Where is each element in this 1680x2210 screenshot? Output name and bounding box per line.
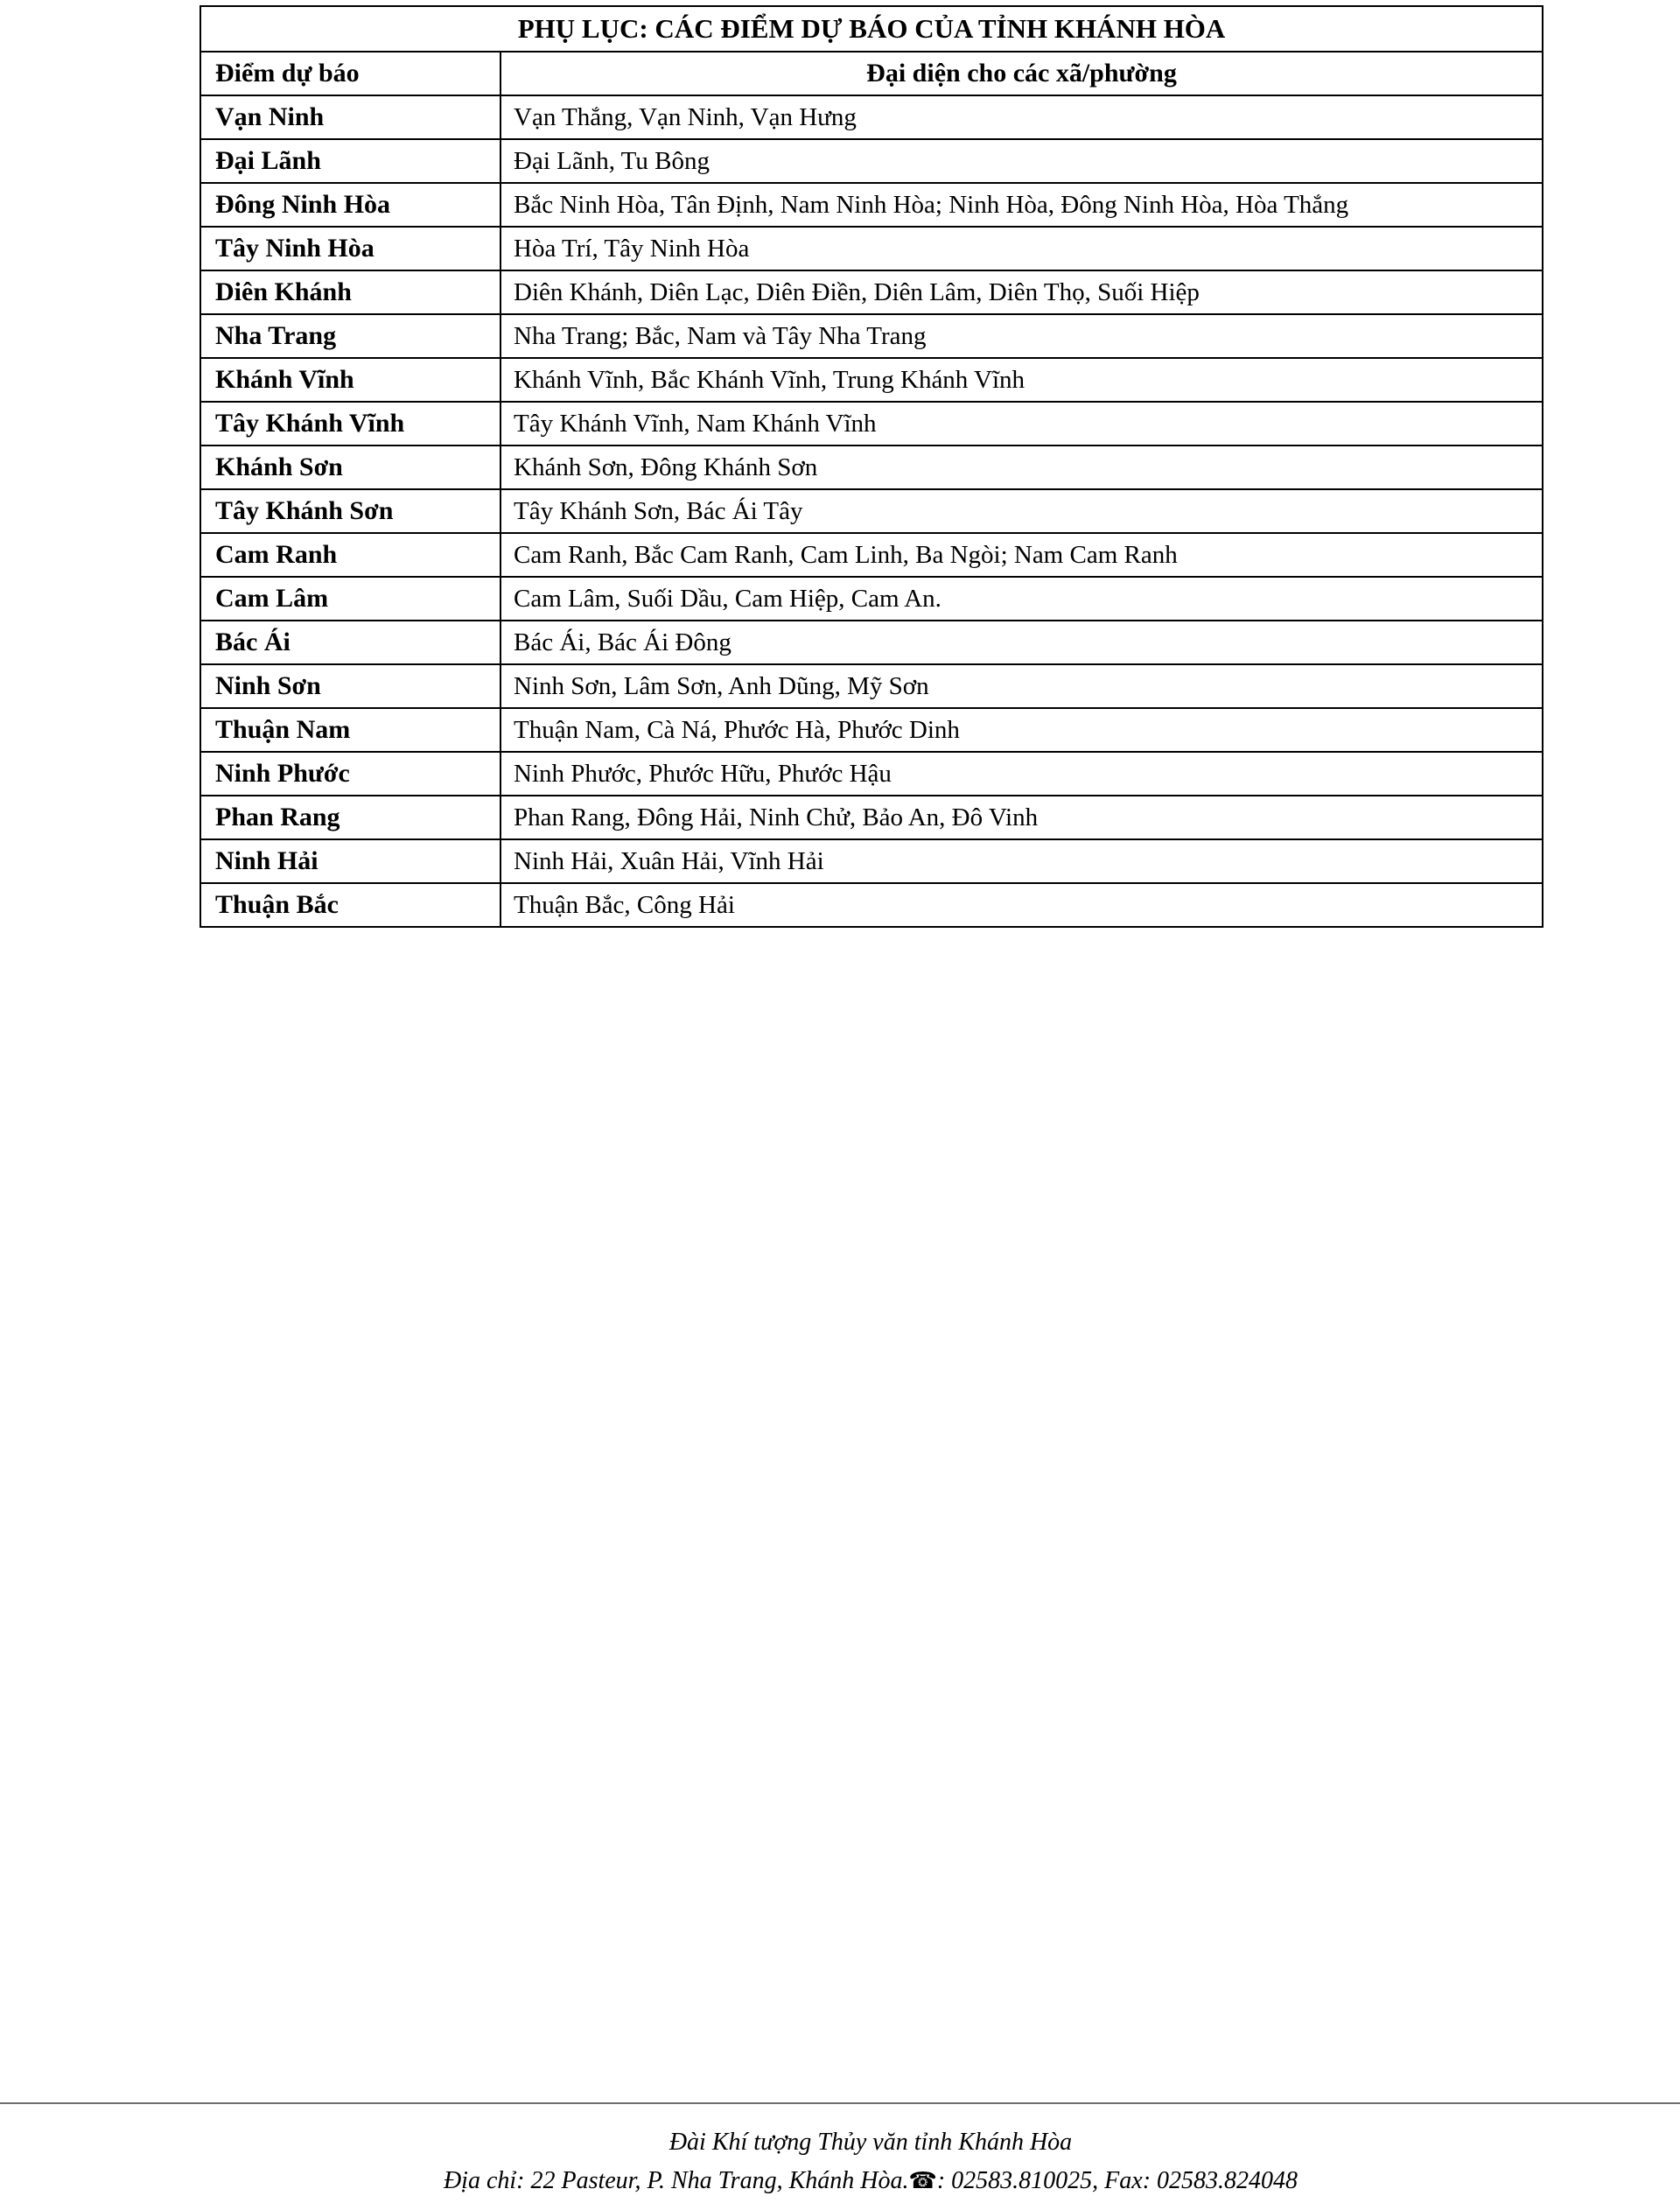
forecast-point-cell: Tây Khánh Sơn xyxy=(200,489,500,533)
telephone-icon: ☎ xyxy=(908,2168,937,2194)
footer-divider xyxy=(0,2102,1680,2104)
forecast-point-cell: Thuận Nam xyxy=(200,708,500,752)
represented-wards-cell: Cam Lâm, Suối Dầu, Cam Hiệp, Cam An. xyxy=(500,577,1543,621)
represented-wards-cell: Tây Khánh Sơn, Bác Ái Tây xyxy=(500,489,1543,533)
table-row xyxy=(200,358,1543,402)
forecast-point-cell: Cam Lâm xyxy=(200,577,500,621)
footer-address-text: Địa chỉ: 22 Pasteur, P. Nha Trang, Khánh Hòa. xyxy=(443,2167,909,2194)
forecast-point-cell: Đại Lãnh xyxy=(200,139,500,183)
represented-wards-cell: Hòa Trí, Tây Ninh Hòa xyxy=(500,227,1543,270)
column-header-represented-wards: Đại diện cho các xã/phường xyxy=(500,52,1543,95)
represented-wards-cell: Nha Trang; Bắc, Nam và Tây Nha Trang xyxy=(500,314,1543,358)
forecast-points-table xyxy=(200,5,1544,928)
footer-phone-fax-text: : 02583.810025, Fax: 02583.824048 xyxy=(936,2167,1298,2194)
table-row xyxy=(200,95,1543,139)
table-head xyxy=(200,6,1543,95)
table-row xyxy=(200,577,1543,621)
table-title-row xyxy=(200,6,1543,52)
represented-wards-cell: Cam Ranh, Bắc Cam Ranh, Cam Linh, Ba Ngòi; Nam Cam Ranh xyxy=(500,533,1543,577)
forecast-point-cell: Ninh Hải xyxy=(200,839,500,883)
represented-wards-cell: Đại Lãnh, Tu Bông xyxy=(500,139,1543,183)
table-row xyxy=(200,664,1543,708)
forecast-point-cell: Ninh Sơn xyxy=(200,664,500,708)
table-title: PHỤ LỤC: CÁC ĐIỂM DỰ BÁO CỦA TỈNH KHÁNH HÒA xyxy=(200,6,1543,52)
table-row xyxy=(200,446,1543,489)
table-row xyxy=(200,489,1543,533)
table-row xyxy=(200,270,1543,314)
represented-wards-cell: Ninh Hải, Xuân Hải, Vĩnh Hải xyxy=(500,839,1543,883)
table-row xyxy=(200,708,1543,752)
forecast-point-cell: Khánh Vĩnh xyxy=(200,358,500,402)
represented-wards-cell: Thuận Nam, Cà Ná, Phước Hà, Phước Dinh xyxy=(500,708,1543,752)
forecast-point-cell: Thuận Bắc xyxy=(200,883,500,927)
forecast-point-cell: Tây Khánh Vĩnh xyxy=(200,402,500,446)
footer-org-line: Đài Khí tượng Thủy văn tỉnh Khánh Hòa xyxy=(668,2129,1073,2156)
forecast-point-cell: Vạn Ninh xyxy=(200,95,500,139)
page-footer xyxy=(200,2123,1542,2200)
table-row xyxy=(200,839,1543,883)
forecast-point-cell: Cam Ranh xyxy=(200,533,500,577)
represented-wards-cell: Khánh Vĩnh, Bắc Khánh Vĩnh, Trung Khánh Vĩnh xyxy=(500,358,1543,402)
represented-wards-cell: Bác Ái, Bác Ái Đông xyxy=(500,621,1543,664)
forecast-point-cell: Phan Rang xyxy=(200,796,500,839)
table-row xyxy=(200,227,1543,270)
table-row xyxy=(200,314,1543,358)
footer-address-line xyxy=(200,2162,1542,2200)
forecast-point-cell: Ninh Phước xyxy=(200,752,500,796)
represented-wards-cell: Khánh Sơn, Đông Khánh Sơn xyxy=(500,446,1543,489)
table-row xyxy=(200,752,1543,796)
forecast-point-cell: Bác Ái xyxy=(200,621,500,664)
represented-wards-cell: Thuận Bắc, Công Hải xyxy=(500,883,1543,927)
table-row xyxy=(200,621,1543,664)
table-row xyxy=(200,533,1543,577)
represented-wards-cell: Ninh Sơn, Lâm Sơn, Anh Dũng, Mỹ Sơn xyxy=(500,664,1543,708)
table-row xyxy=(200,183,1543,227)
table-row xyxy=(200,796,1543,839)
forecast-point-cell: Tây Ninh Hòa xyxy=(200,227,500,270)
forecast-point-cell: Nha Trang xyxy=(200,314,500,358)
table-row xyxy=(200,139,1543,183)
table-row xyxy=(200,883,1543,927)
forecast-point-cell: Diên Khánh xyxy=(200,270,500,314)
column-header-forecast-point: Điểm dự báo xyxy=(200,52,500,95)
table-body xyxy=(200,95,1543,927)
table-header-row xyxy=(200,52,1543,95)
represented-wards-cell: Bắc Ninh Hòa, Tân Định, Nam Ninh Hòa; Ninh Hòa, Đông Ninh Hòa, Hòa Thắng xyxy=(500,183,1543,227)
table-row xyxy=(200,402,1543,446)
represented-wards-cell: Vạn Thắng, Vạn Ninh, Vạn Hưng xyxy=(500,95,1543,139)
represented-wards-cell: Phan Rang, Đông Hải, Ninh Chử, Bảo An, Đô Vinh xyxy=(500,796,1543,839)
forecast-point-cell: Đông Ninh Hòa xyxy=(200,183,500,227)
forecast-point-cell: Khánh Sơn xyxy=(200,446,500,489)
represented-wards-cell: Diên Khánh, Diên Lạc, Diên Điền, Diên Lâm, Diên Thọ, Suối Hiệp xyxy=(500,270,1543,314)
represented-wards-cell: Tây Khánh Vĩnh, Nam Khánh Vĩnh xyxy=(500,402,1543,446)
represented-wards-cell: Ninh Phước, Phước Hữu, Phước Hậu xyxy=(500,752,1543,796)
